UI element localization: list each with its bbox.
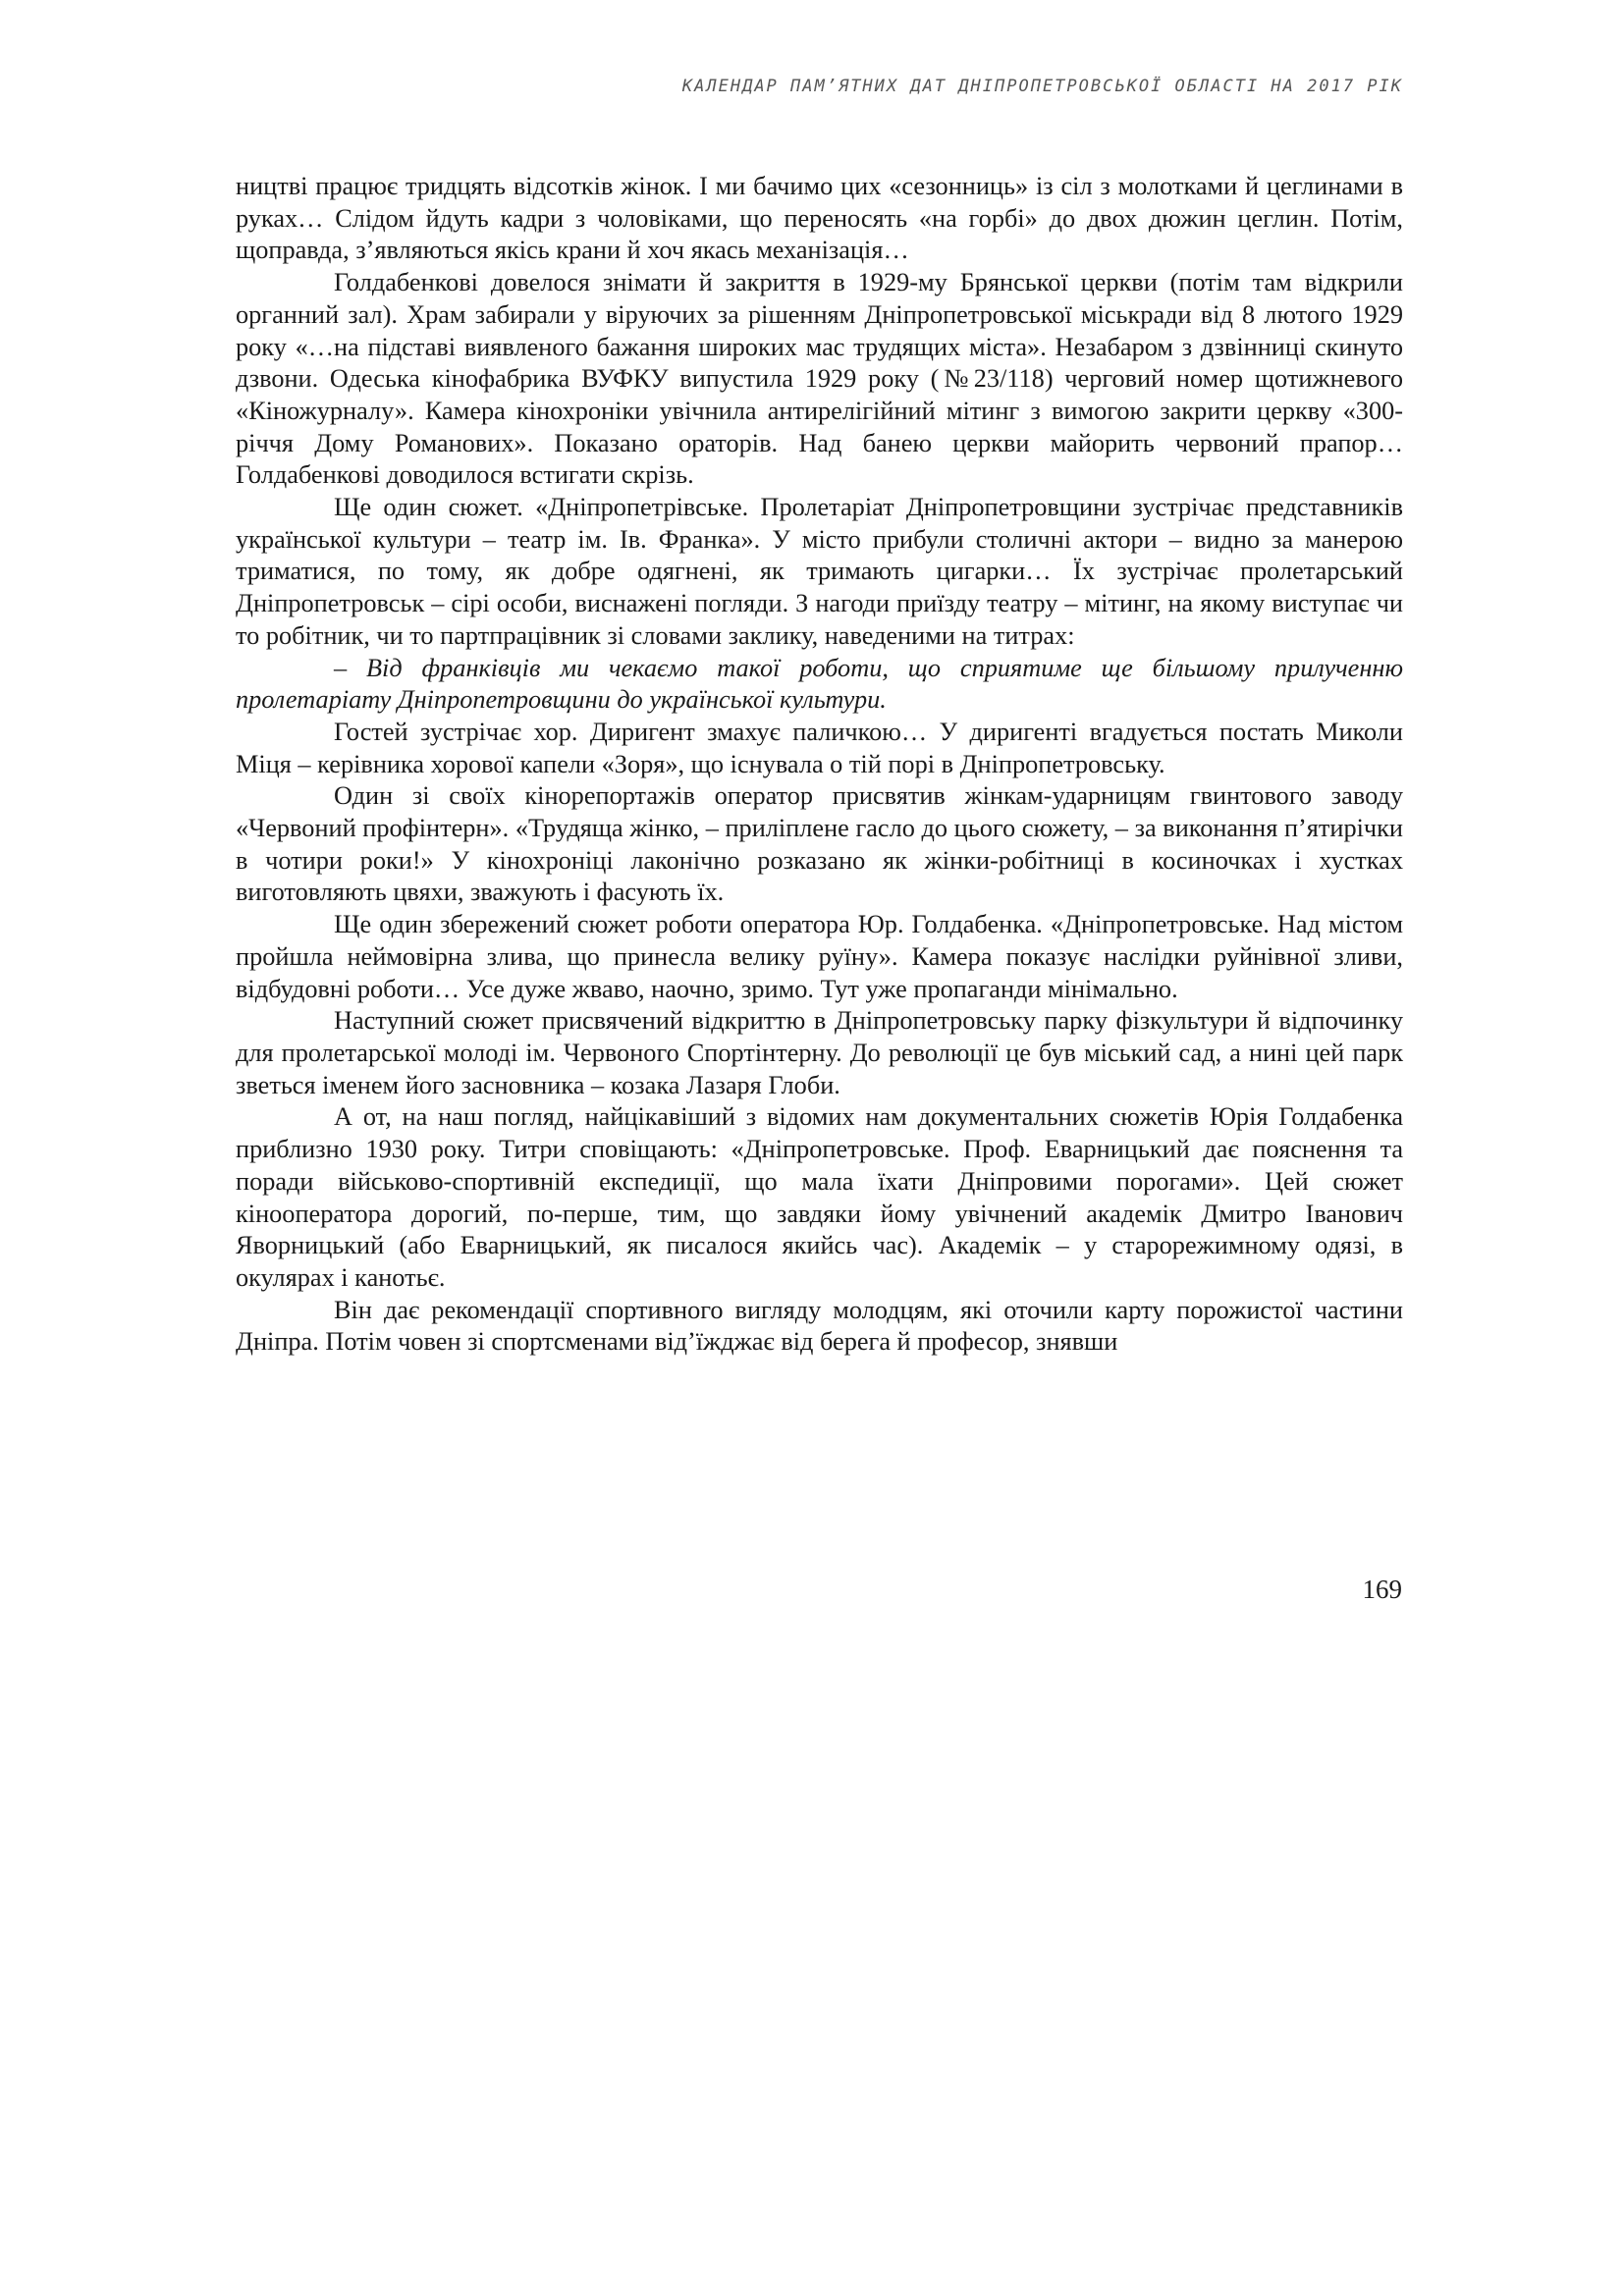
paragraph: Один зі своїх кінорепортажів оператор присвятив жінкам-ударницям гвинтового заводу «Червоний профінтерн». «Трудяща жінко, – приліплене гасло до цього сюжету, – за виконання п’ятирічки в чотири роки!» У кінохроніці лаконічно розказано як жінки-робітниці в косиночках і хустках виготовляють цвяхи, зважують і фасують їх. xyxy=(236,781,1403,907)
page-number: 169 xyxy=(1362,1575,1402,1604)
paragraph: Гостей зустрічає хор. Диригент змахує паличкою… У диригенті вгадується постать Миколи Міця – керівника хорової капели «Зоря», що існувала о тій порі в Дніпропетровську. xyxy=(236,717,1403,778)
paragraph: Наступний сюжет присвячений відкриттю в Дніпропетровську парку фізкультури й відпочинку для пролетарської молоді ім. Червоного Спортінтерну. До революції це був міський сад, а нині цей парк зветься іменем його засновника – козака Лазаря Глоби. xyxy=(236,1006,1403,1099)
running-header: КАЛЕНДАР ПАМ’ЯТНИХ ДАТ ДНІПРОПЕТРОВСЬКОЇ ОБЛАСТІ НА 2017 РІК xyxy=(681,77,1403,96)
article-body xyxy=(236,171,1403,1359)
paragraph: Ще один сюжет. «Дніпропетрівське. Пролетаріат Дніпропетровщини зустрічає представників української культури – театр ім. Ів. Франка». У місто прибули столичні актори – видно за манерою триматися, по тому, як добре одягнені, як тримають цигарки… Їх зустрічає пролетарський Дніпропетровськ – сірі особи, виснажені погляди. З нагоди приїзду театру – мітинг, на якому виступає чи то робітник, чи то партпрацівник зі словами заклику, наведеними на титрах: xyxy=(236,493,1403,650)
paragraph: Голдабенкові довелося знімати й закриття в 1929-му Брянської церкви (потім там відкрили органний зал). Храм забирали у віруючих за рішенням Дніпропетровської міськради від 8 лютого 1929 року «…на підставі виявленого бажання широких мас трудящих міста». Незабаром з дзвінниці скинуто дзвони. Одеська кінофабрика ВУФКУ випустила 1929 року (№23/118) черговий номер щотижневого «Кіножурналу». Камера кінохроніки увічнила антирелігійний мітинг з вимогою закрити церкву «300-річчя Дому Романових». Показано ораторів. Над банею церкви майорить червоний прапор… Голдабенкові доводилося встигати скрізь. xyxy=(236,268,1403,490)
paragraph: Він дає рекомендації спортивного вигляду молодцям, які оточили карту порожистої частини Дніпра. Потім човен зі спортсменами від’їжджає від берега й професор, знявши xyxy=(236,1295,1403,1357)
paragraph: Ще один збережений сюжет роботи оператора Юр. Голдабенка. «Дніпропетровське. Над містом пройшла неймовірна злива, що принесла велику руїну». Камера показує наслідки руйнівної зливи, відбудовні роботи… Усе дуже жваво, наочно, зримо. Тут уже пропаганди мінімально. xyxy=(236,910,1403,1003)
paragraph-continuation: ництві працює тридцять відсотків жінок. І ми бачимо цих «сезонниць» із сіл з молотками й цеглинами в руках… Слідом йдуть кадри з чоловіками, що переносять «на горбі» до двох дюжин цеглин. Потім, щоправда, з’являються якісь крани й хоч якась механізація… xyxy=(236,172,1403,265)
quoted-slogan: – Від франківців ми чекаємо такої роботи, що сприятиме ще більшому прилученню пролетаріату Дніпропетровщини до української культури. xyxy=(236,653,1403,715)
paragraph: А от, на наш погляд, найцікавіший з відомих нам документальних сюжетів Юрія Голдабенка приблизно 1930 року. Титри сповіщають: «Дніпропетровське. Проф. Еварницький дає пояснення та поради військово-спортивній експедиції, що мала їхати Дніпровими порогами». Цей сюжет кінооператора дорогий, по-перше, тим, що завдяки йому увічнений академік Дмитро Іванович Яворницький (або Еварницький, як писалося якийсь час). Академік – у старорежимному одязі, в окулярах і канотьє. xyxy=(236,1102,1403,1292)
